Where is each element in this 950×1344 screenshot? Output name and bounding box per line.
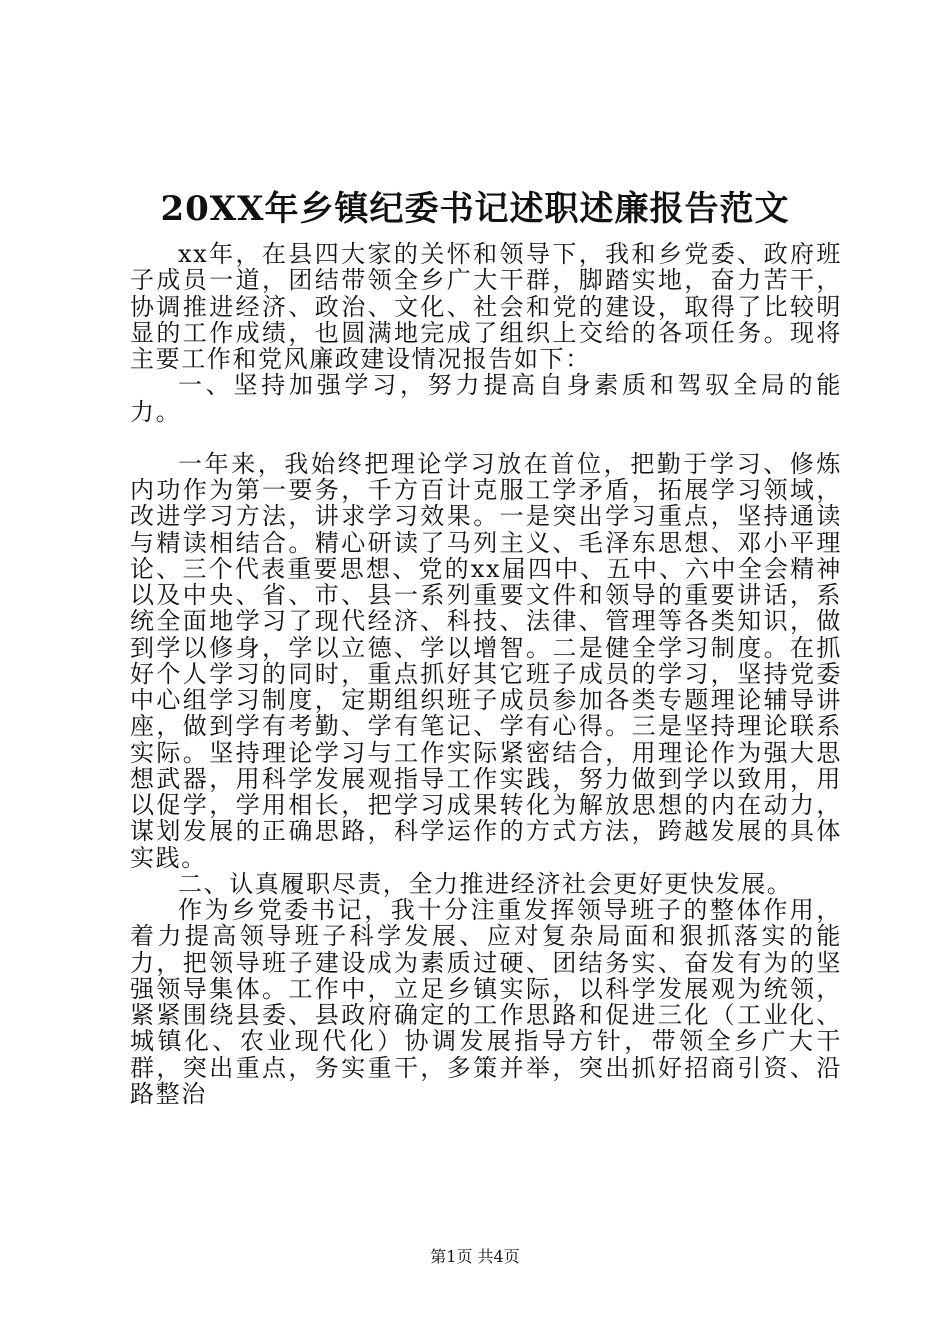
heading-section-2: 二、认真履职尽责，全力推进经济社会更好更快发展。 xyxy=(178,869,793,898)
paragraph-study: 一年来，我始终把理论学习放在首位，把勤于学习、修炼内功作为第一要务，千方百计克服工学矛盾，拓展学习领域，改进学习方法，讲求学习效果。一是突出学习重点，坚持通读与精读相结合。精心研读了马列主义、毛泽东思想、邓小平理论、三个代表重要思想、党的xx届四中、五中、六中全会精神以及中央、省、市、县一系列重要文件和领导的重要讲话，系统全面地学习了现代经济、科技、法律、管理等各类知识，做到学以修身，学以立德、学以增智。二是健全学习制度。在抓好个人学习的同时，重点抓好其它班子成员的学习，坚持党委中心组学习制度，定期组织班子成员参加各类专题理论辅导讲座，做到学有考勤、学有笔记、学有心得。三是坚持理论联系实际。坚持理论学习与工作实际紧密结合，用理论作为强大思想武器，用科学发展观指导工作实践，努力做到学以致用，用以促学，学用相长，把学习成果转化为解放思想的内在动力，谋划发展的正确思路，科学运作的方式方法，跨越发展的具体实践。 xyxy=(130,449,842,872)
document-title: 20XX年乡镇纪委书记述职述廉报告范文 xyxy=(160,189,790,229)
paragraph-intro: xx年，在县四大家的关怀和领导下，我和乡党委、政府班子成员一道，团结带领全乡广大干群，脚踏实地，奋力苦干，协调推进经济、政治、文化、社会和党的建设，取得了比较明显的工作成绩，也圆满地完成了组织上交给的各项任务。现将主要工作和党风廉政建设情况报告如下： xyxy=(130,240,842,373)
heading-section-1: 一、坚持加强学习，努力提高自身素质和驾驭全局的能力。 xyxy=(130,371,842,426)
paragraph-duties: 作为乡党委书记，我十分注重发挥领导班子的整体作用，着力提高领导班子科学发展、应对复杂局面和狠抓落实的能力，把领导班子建设成为素质过硬、团结务实、奋发有为的坚强领导集体。工作中，立足乡镇实际，以科学发展观为统领，紧紧围绕县委、县政府确定的工作思路和促进三化（工业化、城镇化、农业现代化）协调发展指导方针，带领全乡广大干群，突出重点，务实重干，多策并举，突出抓好招商引资、沿路整治 xyxy=(130,896,842,1108)
document-body xyxy=(130,241,842,1107)
page-number-footer: 第1页 共4页 xyxy=(430,1247,520,1266)
